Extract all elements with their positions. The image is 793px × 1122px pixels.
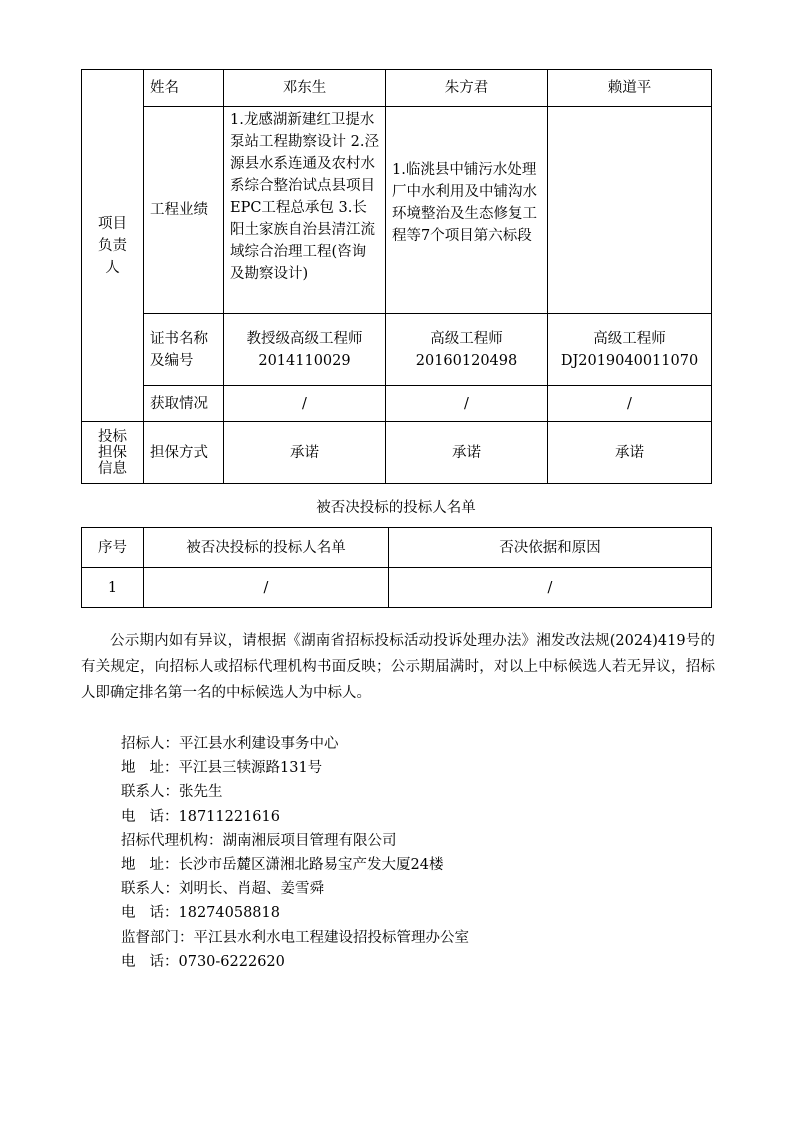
owner-address-line: 地 址：平江县三犊源路131号 [121, 760, 323, 777]
row-bidder: / [144, 568, 389, 608]
achievements-cell [548, 107, 712, 314]
notice-paragraph: 公示期内如有异议，请根据《湖南省招标投标活动投诉处理办法》湘发改法规(2024)419号的有关规定，向招标人或招标代理机构书面反映；公示期届满时，对以上中标候选人若无异议，招标人即确定排名第一名的中标候选人为中标人。 [81, 633, 715, 701]
guarantee-cell: 承诺 [386, 422, 548, 484]
agent-phone-line: 电 话：18274058818 [121, 905, 280, 922]
person-name: 邓东生 [224, 70, 386, 107]
agent-address-line: 地 址：长沙市岳麓区潇湘北路易宝产发大厦24楼 [121, 857, 444, 874]
agent-contact-line: 联系人：刘明长、肖超、姜雪舜 [121, 881, 324, 898]
table-row [82, 568, 712, 608]
supervisor-line: 监督部门：平江县水利水电工程建设招投标管理办公室 [121, 929, 469, 946]
table-header: 否决依据和原因 [389, 528, 712, 568]
project-leader-group-label: 项目负责人 [82, 70, 144, 422]
rejected-bidders-table [81, 527, 712, 608]
row-reason: / [389, 568, 712, 608]
achievements-cell: 1.临洮县中铺污水处理厂中水利用及中铺沟水环境整治及生态修复工程等7个项目第六标段 [386, 107, 548, 314]
obtain-label: 获取情况 [144, 386, 224, 422]
owner-line: 招标人：平江县水利建设事务中心 [121, 736, 339, 752]
cert-cell: 教授级高级工程师 2014110029 [224, 314, 386, 386]
supervisor-phone-line: 电 话：0730-6222620 [121, 953, 285, 970]
table-header: 被否决投标的投标人名单 [144, 528, 389, 568]
contact-block [121, 732, 469, 974]
cert-cell: 高级工程师 20160120498 [386, 314, 548, 386]
guarantee-cell: 承诺 [548, 422, 712, 484]
obtain-cell: / [548, 386, 712, 422]
guarantee-label: 担保方式 [144, 422, 224, 484]
table-header: 序号 [82, 528, 144, 568]
row-index: 1 [82, 568, 144, 608]
obtain-cell: / [224, 386, 386, 422]
achievements-label: 工程业绩 [144, 107, 224, 314]
cert-cell: 高级工程师 DJ2019040011070 [548, 314, 712, 386]
person-name: 赖道平 [548, 70, 712, 107]
owner-phone-line: 电 话：18711221616 [121, 808, 280, 825]
bidder-info-table [81, 69, 712, 484]
owner-contact-line: 联系人：张先生 [121, 784, 223, 801]
guarantee-cell: 承诺 [224, 422, 386, 484]
agent-line: 招标代理机构：湖南湘辰项目管理有限公司 [121, 832, 397, 849]
cert-label: 证书名称及编号 [144, 314, 224, 386]
rejected-list-caption: 被否决投标的投标人名单 [316, 500, 476, 516]
achievements-cell: 1.龙感湖新建红卫提水泵站工程勘察设计 2.泾源县水系连通及农村水系综合整治试点县项目EPC工程总承包 3.长阳土家族自治县清江流域综合治理工程(咨询及勘察设计) [224, 107, 386, 314]
obtain-cell: / [386, 386, 548, 422]
guarantee-group-label: 投标担保信息 [82, 422, 144, 484]
person-name: 朱方君 [386, 70, 548, 107]
name-label: 姓名 [144, 70, 224, 107]
